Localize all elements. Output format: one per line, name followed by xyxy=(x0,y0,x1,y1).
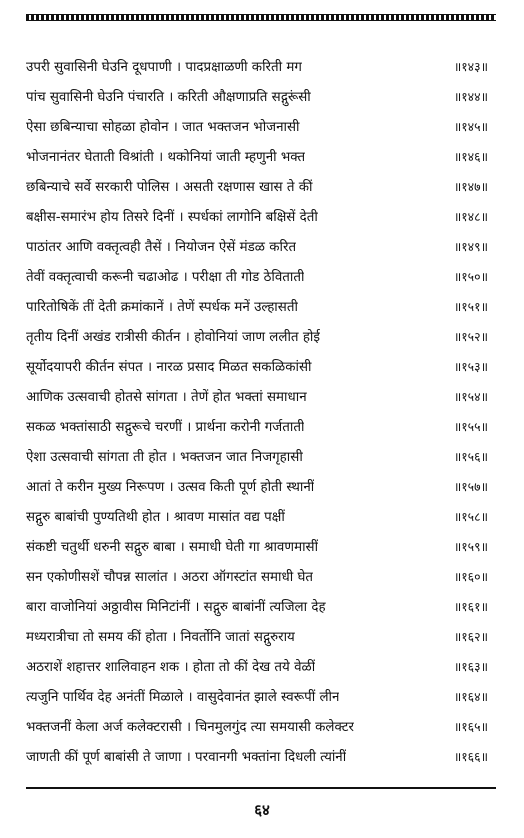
verse-number: ॥१५७॥ xyxy=(453,479,488,494)
verse-text: अठराशें शहात्तर शालिवाहन शक । होता तो कीं देख तये वेळीं xyxy=(26,660,316,675)
verse-line xyxy=(26,592,488,622)
verse-number: ॥१५५॥ xyxy=(453,419,488,434)
verse-line xyxy=(26,472,488,502)
verse-line xyxy=(26,652,488,682)
verse-text: आणिक उत्सवाची होतसे सांगता । तेणें होत भक्तां समाधान xyxy=(26,390,307,405)
verse-number: ॥१६३॥ xyxy=(453,659,488,674)
verse-number: ॥१५४॥ xyxy=(453,389,488,404)
verse-number: ॥१४५॥ xyxy=(453,119,488,134)
verse-number: ॥१६४॥ xyxy=(453,689,488,704)
verse-number: ॥१५०॥ xyxy=(453,269,488,284)
verse-line xyxy=(26,562,488,592)
verse-text: ऐसा छबिन्याचा सोहळा होवोन । जात भक्तजन भोजनासी xyxy=(26,120,300,135)
verse-line xyxy=(26,142,488,172)
verse-line xyxy=(26,232,488,262)
verse-line xyxy=(26,382,488,412)
verse-number: ॥१६५॥ xyxy=(453,719,488,734)
verse-line xyxy=(26,52,488,82)
verse-number: ॥१५६॥ xyxy=(453,449,488,464)
verse-line xyxy=(26,322,488,352)
top-border xyxy=(26,14,496,21)
verse-text: भक्तजनीं केला अर्ज कलेक्टरासी । चिनमुलगुंद त्या समयासी कलेक्टर xyxy=(26,720,355,735)
verse-line xyxy=(26,442,488,472)
verse-number: ॥१४४॥ xyxy=(453,89,488,104)
verse-number: ॥१४९॥ xyxy=(453,239,488,254)
verse-number: ॥१४८॥ xyxy=(453,209,488,224)
verse-number: ॥१५८॥ xyxy=(453,509,488,524)
verse-number: ॥१५१॥ xyxy=(453,299,488,314)
verse-list xyxy=(26,52,488,772)
verse-line xyxy=(26,112,488,142)
verse-text: छबिन्याचे सर्वे सरकारी पोलिस । असती रक्षणास खास ते कीं xyxy=(26,180,313,195)
verse-number: ॥१५३॥ xyxy=(453,359,488,374)
verse-text: भोजनानंतर घेताती विश्रांती । थकोनियां जाती म्हणुनी भक्त xyxy=(26,150,306,165)
verse-text: आतां ते करीन मुख्य निरूपण । उत्सव किती पूर्ण होती स्थानीं xyxy=(26,480,315,495)
page-number: ६४ xyxy=(254,801,270,819)
verse-line xyxy=(26,682,488,712)
verse-line xyxy=(26,262,488,292)
verse-line xyxy=(26,712,488,742)
verse-text: संकष्टी चतुर्थी धरुनी सद्गुरु बाबा । समाधी घेती गा श्रावणमासीं xyxy=(26,540,319,555)
verse-line xyxy=(26,82,488,112)
verse-number: ॥१६०॥ xyxy=(453,569,488,584)
verse-line xyxy=(26,172,488,202)
verse-text: पांच सुवासिनी घेउनि पंचारति । करिती औक्षणाप्रति सद्गुरूंसी xyxy=(26,90,311,105)
verse-line xyxy=(26,622,488,652)
verse-text: तृतीय दिनीं अखंड रात्रीसी कीर्तन । होवोनियां जाण ललीत होई xyxy=(26,330,320,345)
verse-text: जाणती कीं पूर्ण बाबांसी ते जाणा । परवानगी भक्तांना दिधली त्यांनीं xyxy=(26,750,347,765)
verse-number: ॥१६६॥ xyxy=(453,749,488,764)
verse-text: सद्गुरु बाबांची पुण्यतिथी होत । श्रावण मासांत वद्य पक्षीं xyxy=(26,510,285,525)
verse-text: सूर्योदयापरी कीर्तन संपत । नारळ प्रसाद मिळत सकळिकांसी xyxy=(26,360,312,375)
verse-text: पाठांतर आणि वक्तृत्वही तैसें । नियोजन ऐसें मंडळ करित xyxy=(26,240,297,255)
verse-text: ऐशा उत्सवाची सांगता ती होत । भक्तजन जात निजगृहासी xyxy=(26,450,303,465)
verse-line xyxy=(26,742,488,772)
verse-number: ॥१६१॥ xyxy=(453,599,488,614)
verse-number: ॥१५९॥ xyxy=(453,539,488,554)
verse-line xyxy=(26,412,488,442)
verse-text: तेवीं वक्तृत्वाची करूनी चढाओढ । परीक्षा ती गोड ठेविताती xyxy=(26,270,305,285)
verse-text: त्यजुनि पार्थिव देह अनंतीं मिळाले । वासुदेवानंत झाले स्वरूपीं लीन xyxy=(26,690,340,705)
verse-line xyxy=(26,202,488,232)
verse-text: पारितोषिकें तीं देती क्रमांकानें । तेणें स्पर्धक मनें उल्हासती xyxy=(26,300,298,315)
verse-text: सन एकोणीसशें चौपन्न सालांत । अठरा ऑगस्टांत समाधी घेत xyxy=(26,570,314,585)
verse-text: मध्यरात्रीचा तो समय कीं होता । निवर्तोनि जातां सद्गुरुराय xyxy=(26,630,295,645)
verse-text: उपरी सुवासिनी घेउनि दूधपाणी । पादप्रक्षाळणी करिती मग xyxy=(26,60,302,75)
verse-text: बारा वाजोनियां अठ्ठावीस मिनिटांनीं । सद्गुरु बाबांनीं त्यजिला देह xyxy=(26,600,326,615)
verse-text: बक्षीस-समारंभ होय तिसरे दिनीं । स्पर्धकां लागोनि बक्षिसें देती xyxy=(26,210,318,225)
verse-number: ॥१४७॥ xyxy=(453,179,488,194)
verse-number: ॥१५२॥ xyxy=(453,329,488,344)
verse-line xyxy=(26,352,488,382)
verse-line xyxy=(26,502,488,532)
bottom-rule xyxy=(26,787,496,789)
verse-text: सकळ भक्तांसाठी सद्गुरूचे चरणीं । प्रार्थना करोनी गर्जताती xyxy=(26,420,305,435)
verse-number: ॥१४३॥ xyxy=(453,59,488,74)
verse-line xyxy=(26,292,488,322)
verse-number: ॥१६२॥ xyxy=(453,629,488,644)
verse-number: ॥१४६॥ xyxy=(453,149,488,164)
verse-line xyxy=(26,532,488,562)
